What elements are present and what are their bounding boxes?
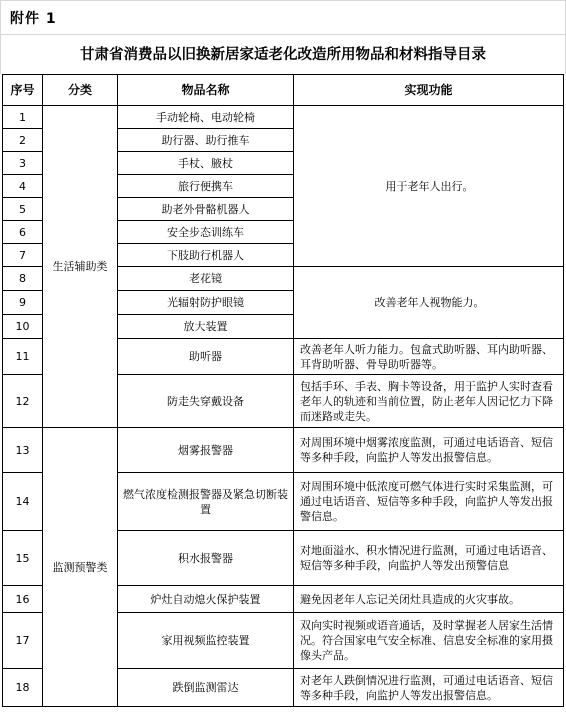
item-name-cell: 烟雾报警器 (118, 428, 294, 473)
seq-cell: 10 (3, 315, 43, 339)
item-name-cell: 下肢助行机器人 (118, 244, 294, 267)
seq-cell: 2 (3, 129, 43, 152)
item-name-cell: 放大装置 (118, 315, 294, 339)
header-name: 物品名称 (118, 75, 294, 106)
grid-line (0, 0, 566, 1)
item-name-cell: 积水报警器 (118, 531, 294, 586)
table-row (3, 106, 564, 129)
seq-cell: 5 (3, 198, 43, 221)
grid-line (0, 34, 566, 35)
function-cell: 用于老年人出行。 (294, 106, 564, 267)
item-name-cell: 家用视频监控装置 (118, 613, 294, 669)
category-cell: 监测预警类 (43, 428, 118, 707)
function-cell: 双向实时视频或语音通话，及时掌握老人居家生活情况。符合国家电气安全标准、信息安全标准的家用摄像头产品。 (294, 613, 564, 669)
function-cell: 对老年人跌倒情况进行监测，可通过电话语音、短信等多种手段，向监护人等发出报警信息。 (294, 669, 564, 707)
item-name-cell: 安全步态训练车 (118, 221, 294, 244)
seq-cell: 6 (3, 221, 43, 244)
table-row (3, 428, 564, 473)
item-name-cell: 跌倒监测雷达 (118, 669, 294, 707)
item-name-cell: 旅行便携车 (118, 175, 294, 198)
seq-cell: 15 (3, 531, 43, 586)
seq-cell: 18 (3, 669, 43, 707)
seq-cell: 9 (3, 291, 43, 315)
seq-cell: 7 (3, 244, 43, 267)
function-cell: 对周围环境中低浓度可燃气体进行实时采集监测，可通过电话语音、短信等多种手段，向监护人等发出报警信息。 (294, 473, 564, 531)
function-cell: 包括手环、手表、胸卡等设备，用于监护人实时查看老年人的轨迹和当前位置，防止老年人因记忆力下降而迷路或走失。 (294, 375, 564, 428)
function-cell: 对周围环境中烟雾浓度监测，可通过电话语音、短信等多种手段，向监护人等发出报警信息。 (294, 428, 564, 473)
document-title: 甘肃省消费品以旧换新居家适老化改造所用物品和材料指导目录 (80, 46, 486, 63)
item-name-cell: 手杖、腋杖 (118, 152, 294, 175)
seq-cell: 17 (3, 613, 43, 669)
function-cell: 改善老年人视物能力。 (294, 267, 564, 339)
header-seq: 序号 (3, 75, 43, 106)
header-category: 分类 (43, 75, 118, 106)
seq-cell: 4 (3, 175, 43, 198)
function-cell: 改善老年人听力能力。包盒式助听器、耳内助听器、耳背助听器、骨导助听器等。 (294, 339, 564, 375)
catalog-table (2, 74, 564, 707)
seq-cell: 13 (3, 428, 43, 473)
seq-cell: 3 (3, 152, 43, 175)
function-cell: 避免因老年人忘记关闭灶具造成的火灾事故。 (294, 586, 564, 613)
item-name-cell: 手动轮椅、电动轮椅 (118, 106, 294, 129)
seq-cell: 11 (3, 339, 43, 375)
seq-cell: 12 (3, 375, 43, 428)
attachment-label: 附件 1 (10, 11, 57, 27)
function-cell: 对地面溢水、积水情况进行监测，可通过电话语音、短信等多种手段，向监护人等发出预警信息 (294, 531, 564, 586)
item-name-cell: 燃气浓度检测报警器及紧急切断装置 (118, 473, 294, 531)
seq-cell: 8 (3, 267, 43, 291)
header-function: 实现功能 (294, 75, 564, 106)
item-name-cell: 炉灶自动熄火保护装置 (118, 586, 294, 613)
seq-cell: 14 (3, 473, 43, 531)
seq-cell: 1 (3, 106, 43, 129)
category-cell: 生活辅助类 (43, 106, 118, 428)
table-header-row (3, 75, 564, 106)
item-name-cell: 光辐射防护眼镜 (118, 291, 294, 315)
seq-cell: 16 (3, 586, 43, 613)
item-name-cell: 防走失穿戴设备 (118, 375, 294, 428)
item-name-cell: 助听器 (118, 339, 294, 375)
item-name-cell: 老花镜 (118, 267, 294, 291)
item-name-cell: 助老外骨骼机器人 (118, 198, 294, 221)
item-name-cell: 助行器、助行推车 (118, 129, 294, 152)
